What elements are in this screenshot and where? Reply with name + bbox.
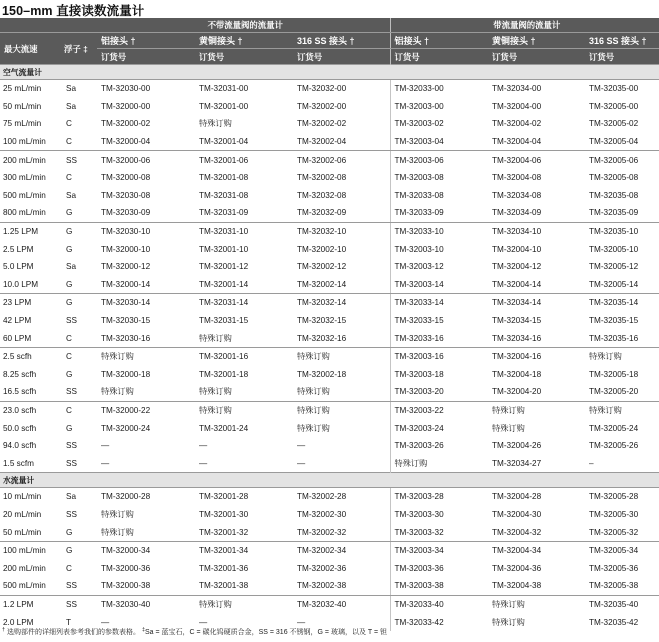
- cell-brass-valve: TM-32004-28: [492, 492, 542, 502]
- cell-aluminum-valve: TM-32003-36: [394, 563, 444, 573]
- table-body: [0, 65, 659, 631]
- cell-max-flow: 1.25 LPM: [3, 227, 39, 237]
- table-row: [0, 312, 659, 330]
- cell-float: SS: [66, 441, 77, 451]
- cell-float: G: [66, 369, 73, 379]
- cell-aluminum-valve: TM-32003-16: [394, 352, 444, 362]
- footnote: [2, 627, 387, 637]
- cell-ss316: TM-32032-08: [293, 187, 390, 205]
- table-row: [0, 347, 659, 365]
- double-dagger-mark: ‡: [141, 627, 146, 633]
- cell-brass-valve: TM-32004-06: [492, 155, 542, 165]
- cell-ss316-valve: TM-32005-12: [589, 262, 639, 272]
- header-float: 浮子 ‡: [60, 33, 97, 65]
- cell-aluminum: TM-32000-38: [97, 577, 195, 595]
- cell-float: Sa: [66, 190, 77, 200]
- cell-ss316: TM-32032-00: [293, 80, 390, 98]
- cell-ss316: —: [293, 454, 390, 472]
- cell-max-flow: 2.0 LPM: [3, 617, 34, 627]
- cell-aluminum: TM-32030-10: [101, 227, 151, 237]
- cell-float: C: [60, 133, 97, 151]
- cell-float: SS: [66, 599, 77, 609]
- cell-ss316: TM-32032-14: [293, 294, 390, 312]
- cell-ss316-valve: TM-32005-34: [589, 546, 639, 556]
- cell-brass: TM-32031-08: [199, 190, 249, 200]
- table-row: [0, 151, 659, 169]
- footnote-text-1: 选购部件的详细列表参考我们的参数表格。: [5, 629, 142, 636]
- cell-ss316-valve: TM-32005-18: [589, 369, 639, 379]
- cell-aluminum: —: [101, 441, 110, 451]
- header-aluminum-1: 铝接头 †: [97, 33, 195, 49]
- cell-aluminum: TM-32000-00: [101, 101, 151, 111]
- cell-brass-valve: TM-32004-16: [492, 352, 542, 362]
- cell-brass-valve: TM-32004-38: [488, 577, 585, 595]
- header-order-no: 订货号: [195, 49, 293, 65]
- cell-aluminum-valve: TM-32003-08: [394, 173, 444, 183]
- cell-aluminum: TM-32000-18: [101, 369, 151, 379]
- cell-float: Sa: [66, 84, 77, 94]
- section-label: 空气流量计: [0, 65, 659, 80]
- cell-brass: TM-32001-30: [199, 509, 249, 519]
- table-row: [0, 488, 659, 506]
- cell-brass: TM-32001-12: [199, 262, 249, 272]
- cell-ss316-valve: TM-32035-14: [589, 298, 639, 308]
- cell-brass-valve: TM-32004-26: [492, 441, 542, 451]
- header-max-flow: 最大流速: [0, 33, 60, 65]
- cell-aluminum: TM-32000-10: [101, 244, 151, 254]
- cell-float: C: [66, 352, 72, 362]
- cell-max-flow: 300 mL/min: [3, 173, 46, 183]
- cell-aluminum: TM-32030-15: [101, 316, 151, 326]
- cell-max-flow: 10.0 LPM: [0, 276, 60, 294]
- page-title: 150–mm 直接读数流量计: [2, 4, 145, 18]
- cell-brass: TM-32001-36: [199, 563, 249, 573]
- cell-max-flow: 200 mL/min: [3, 563, 46, 573]
- cell-brass-valve: TM-32004-12: [492, 262, 542, 272]
- cell-aluminum: TM-32030-08: [101, 190, 151, 200]
- cell-ss316-valve: TM-32035-15: [589, 316, 639, 326]
- table-row: [0, 98, 659, 116]
- table-row: [0, 169, 659, 187]
- cell-ss316-valve: TM-32005-04: [585, 133, 659, 151]
- cell-float: C: [66, 405, 72, 415]
- cell-float: Sa: [66, 492, 77, 502]
- cell-aluminum-valve: TM-32003-10: [394, 244, 444, 254]
- cell-max-flow: 23 LPM: [3, 298, 32, 308]
- cell-brass-valve: TM-32004-02: [492, 119, 542, 129]
- cell-aluminum-valve: TM-32003-00: [394, 101, 444, 111]
- header-order-no: 订货号: [390, 49, 488, 65]
- cell-aluminum-valve: TM-32033-08: [394, 190, 444, 200]
- cell-brass-valve: TM-32004-36: [492, 563, 542, 573]
- cell-aluminum-valve: TM-32033-16: [390, 329, 488, 347]
- cell-ss316: TM-32002-12: [293, 258, 390, 276]
- table-row: [0, 204, 659, 222]
- cell-aluminum-valve: TM-32033-40: [394, 599, 444, 609]
- cell-ss316-valve: TM-32005-06: [589, 155, 639, 165]
- section-row: [0, 473, 659, 488]
- table-row: [0, 559, 659, 577]
- cell-brass: TM-32031-10: [199, 227, 249, 237]
- cell-ss316: TM-32002-28: [293, 488, 390, 506]
- cell-aluminum-valve: TM-32033-09: [390, 204, 488, 222]
- cell-aluminum-valve: TM-32003-30: [394, 509, 444, 519]
- cell-max-flow: 1.2 LPM: [3, 599, 34, 609]
- cell-ss316: TM-32002-00: [293, 98, 390, 116]
- cell-brass-valve: TM-32034-27: [492, 458, 542, 468]
- cell-float: G: [66, 244, 73, 254]
- cell-aluminum: TM-32030-40: [101, 599, 151, 609]
- cell-ss316: TM-32002-34: [293, 541, 390, 559]
- cell-brass-valve: TM-32034-16: [488, 329, 585, 347]
- cell-brass-valve: 特殊订购: [492, 599, 525, 609]
- cell-float: SS: [66, 316, 77, 326]
- cell-brass: TM-32001-28: [199, 492, 249, 502]
- cell-brass-valve: TM-32004-04: [488, 133, 585, 151]
- cell-ss316-valve: TM-32005-24: [589, 423, 639, 433]
- cell-max-flow: 23.0 scfh: [3, 405, 37, 415]
- table-row: [0, 419, 659, 437]
- cell-ss316: TM-32032-40: [293, 595, 390, 613]
- cell-brass-valve: TM-32034-08: [492, 190, 542, 200]
- cell-ss316-valve: TM-32005-20: [585, 383, 659, 401]
- table-row: [0, 523, 659, 541]
- cell-ss316-valve: TM-32035-10: [589, 227, 639, 237]
- cell-aluminum: 特殊订购: [97, 523, 195, 541]
- cell-aluminum-valve: 特殊订购: [394, 458, 428, 468]
- cell-aluminum-valve: TM-32003-22: [394, 405, 444, 415]
- cell-float: G: [60, 276, 97, 294]
- cell-aluminum-valve: TM-32003-02: [394, 119, 444, 129]
- cell-ss316-valve: TM-32035-09: [585, 204, 659, 222]
- cell-max-flow: 10 mL/min: [3, 492, 42, 502]
- flowmeter-table: [0, 18, 659, 631]
- cell-aluminum-valve: TM-32003-14: [390, 276, 488, 294]
- section-label: 水流量计: [0, 473, 659, 488]
- cell-aluminum: TM-32000-28: [101, 492, 151, 502]
- group-with-valve: 带流量阀的流量计: [390, 18, 659, 33]
- table-row: [0, 506, 659, 524]
- cell-aluminum-valve: TM-32003-20: [390, 383, 488, 401]
- table-row: [0, 222, 659, 240]
- cell-aluminum-valve: TM-32033-00: [394, 84, 444, 94]
- cell-brass-valve: TM-32004-34: [492, 546, 542, 556]
- header-brass-1: 黄铜接头 †: [195, 33, 293, 49]
- cell-ss316: TM-32002-36: [293, 559, 390, 577]
- cell-aluminum: 特殊订购: [101, 509, 134, 519]
- cell-brass: 特殊订购: [195, 383, 293, 401]
- section-row: [0, 65, 659, 80]
- cell-ss316-valve: TM-32005-32: [585, 523, 659, 541]
- header-order-no: 订货号: [97, 49, 195, 65]
- cell-max-flow: 1.5 scfm: [3, 458, 34, 468]
- cell-ss316-valve: 特殊订购: [589, 405, 622, 415]
- table-row: [0, 294, 659, 312]
- cell-ss316-valve: TM-32005-36: [589, 563, 639, 573]
- cell-ss316-valve: TM-32005-10: [589, 244, 639, 254]
- cell-brass-valve: TM-32004-00: [492, 101, 542, 111]
- cell-float: SS: [66, 509, 77, 519]
- cell-aluminum: —: [101, 458, 110, 468]
- cell-max-flow: 50 mL/min: [0, 523, 60, 541]
- header-blank: [0, 18, 97, 33]
- cell-aluminum-valve: TM-32003-34: [394, 546, 444, 556]
- table-row: [0, 276, 659, 294]
- cell-aluminum-valve: TM-32003-18: [394, 369, 444, 379]
- cell-brass: 特殊订购: [195, 329, 293, 347]
- table-row: [0, 577, 659, 595]
- cell-aluminum: TM-32000-36: [101, 563, 151, 573]
- cell-aluminum: TM-32000-06: [101, 155, 151, 165]
- table-row: [0, 187, 659, 205]
- cell-brass: TM-32001-14: [195, 276, 293, 294]
- cell-brass-valve: TM-32034-15: [492, 316, 542, 326]
- cell-brass-valve: 特殊订购: [492, 405, 525, 415]
- table-row: [0, 541, 659, 559]
- cell-brass: TM-32031-14: [199, 298, 249, 308]
- table-row: [0, 133, 659, 151]
- cell-ss316-valve: –: [589, 458, 594, 468]
- cell-max-flow: 8.25 scfh: [3, 369, 37, 379]
- cell-ss316: TM-32002-06: [293, 151, 390, 169]
- cell-aluminum: TM-32030-09: [97, 204, 195, 222]
- cell-float: G: [60, 204, 97, 222]
- cell-max-flow: 2.5 LPM: [3, 244, 34, 254]
- cell-aluminum-valve: TM-32003-24: [394, 423, 444, 433]
- cell-brass-valve: TM-32004-08: [492, 173, 542, 183]
- cell-max-flow: 50.0 scfh: [3, 423, 37, 433]
- cell-float: SS: [60, 383, 97, 401]
- cell-aluminum-valve: TM-32033-10: [394, 227, 444, 237]
- cell-float: C: [66, 563, 72, 573]
- cell-max-flow: 500 mL/min: [3, 190, 46, 200]
- cell-float: G: [66, 227, 73, 237]
- cell-ss316: TM-32002-18: [293, 366, 390, 384]
- footnote-text-2: Sa = 蓝宝石，C = 碳化钨硬质合金，SS = 316 不锈钢，G = 玻璃，以及 T = 钽: [145, 629, 388, 636]
- cell-aluminum: 特殊订购: [101, 352, 134, 362]
- cell-brass-valve: TM-32004-18: [492, 369, 542, 379]
- table-row: [0, 115, 659, 133]
- cell-ss316-valve: TM-32035-08: [589, 190, 639, 200]
- cell-ss316-valve: TM-32005-08: [589, 173, 639, 183]
- cell-ss316-valve: TM-32035-42: [589, 617, 639, 627]
- cell-aluminum-valve: TM-32003-12: [394, 262, 444, 272]
- cell-brass-valve: TM-32004-32: [488, 523, 585, 541]
- cell-aluminum-valve: TM-32003-32: [390, 523, 488, 541]
- cell-ss316-valve: TM-32005-30: [589, 509, 639, 519]
- header-order-no: 订货号: [293, 49, 390, 65]
- cell-max-flow: 25 mL/min: [3, 84, 42, 94]
- cell-max-flow: 42 LPM: [3, 316, 32, 326]
- cell-brass: TM-32031-00: [199, 84, 249, 94]
- table-row: [0, 258, 659, 276]
- cell-brass-valve: TM-32004-20: [488, 383, 585, 401]
- cell-max-flow: 500 mL/min: [0, 577, 60, 595]
- cell-ss316: —: [293, 437, 390, 455]
- cell-max-flow: 16.5 scfh: [0, 383, 60, 401]
- cell-aluminum: TM-32030-16: [97, 329, 195, 347]
- cell-brass-valve: TM-32034-00: [492, 84, 542, 94]
- cell-aluminum: TM-32000-34: [101, 546, 151, 556]
- dagger-mark: †: [2, 627, 6, 633]
- cell-brass: 特殊订购: [199, 599, 232, 609]
- table-row: [0, 329, 659, 347]
- cell-brass: TM-32001-00: [199, 101, 249, 111]
- cell-ss316: TM-32002-10: [293, 240, 390, 258]
- cell-aluminum-valve: TM-32003-26: [394, 441, 444, 451]
- cell-brass: TM-32031-09: [195, 204, 293, 222]
- header-order-no: 订货号: [488, 49, 585, 65]
- cell-ss316-valve: TM-32005-28: [589, 492, 639, 502]
- cell-brass-valve: TM-32004-10: [492, 244, 542, 254]
- cell-max-flow: 94.0 scfh: [3, 441, 37, 451]
- cell-float: C: [60, 329, 97, 347]
- cell-ss316: 特殊订购: [293, 383, 390, 401]
- cell-brass-valve: 特殊订购: [492, 617, 525, 627]
- cell-ss316: TM-32032-15: [293, 312, 390, 330]
- header-ss316-1: 316 SS 接头 †: [293, 33, 390, 49]
- cell-brass-valve: TM-32034-10: [492, 227, 542, 237]
- cell-brass-valve: 特殊订购: [492, 423, 525, 433]
- cell-ss316-valve: 特殊订购: [589, 352, 622, 362]
- cell-brass: —: [199, 458, 208, 468]
- cell-ss316: TM-32002-08: [293, 169, 390, 187]
- cell-ss316: TM-32002-04: [293, 133, 390, 151]
- cell-max-flow: 20 mL/min: [3, 509, 42, 519]
- cell-aluminum-valve: TM-32003-06: [394, 155, 444, 165]
- cell-brass: TM-32001-32: [195, 523, 293, 541]
- cell-aluminum: TM-32030-14: [101, 298, 151, 308]
- cell-aluminum: TM-32000-14: [97, 276, 195, 294]
- cell-brass: 特殊订购: [199, 405, 232, 415]
- cell-aluminum: TM-32000-24: [101, 423, 151, 433]
- cell-float: C: [66, 119, 72, 129]
- cell-max-flow: 100 mL/min: [0, 133, 60, 151]
- cell-max-flow: 800 mL/min: [0, 204, 60, 222]
- cell-brass-valve: TM-32034-14: [492, 298, 542, 308]
- cell-aluminum-valve: TM-32033-42: [394, 617, 444, 627]
- cell-aluminum-valve: TM-32003-28: [394, 492, 444, 502]
- cell-aluminum: 特殊订购: [97, 383, 195, 401]
- cell-ss316-valve: TM-32035-16: [585, 329, 659, 347]
- cell-max-flow: 2.5 scfh: [3, 352, 32, 362]
- cell-brass: TM-32001-38: [195, 577, 293, 595]
- cell-brass-valve: TM-32034-09: [488, 204, 585, 222]
- cell-brass-valve: TM-32004-30: [492, 509, 542, 519]
- cell-brass: 特殊订购: [199, 119, 232, 129]
- cell-max-flow: 50 mL/min: [3, 101, 42, 111]
- cell-brass: TM-32031-15: [199, 316, 249, 326]
- cell-brass: —: [199, 441, 208, 451]
- cell-brass: TM-32001-10: [199, 244, 249, 254]
- table-header: [0, 18, 659, 65]
- cell-max-flow: 100 mL/min: [3, 546, 46, 556]
- cell-float: SS: [60, 577, 97, 595]
- cell-ss316: TM-32032-09: [293, 204, 390, 222]
- cell-ss316: 特殊订购: [293, 401, 390, 419]
- header-ss316-2: 316 SS 接头 †: [585, 33, 659, 49]
- table-row: [0, 240, 659, 258]
- cell-brass: —: [199, 617, 208, 627]
- cell-aluminum-valve: TM-32033-14: [394, 298, 444, 308]
- cell-brass: TM-32001-18: [199, 369, 249, 379]
- cell-brass: TM-32001-08: [199, 173, 249, 183]
- cell-max-flow: 200 mL/min: [3, 155, 46, 165]
- cell-ss316: 特殊订购: [293, 419, 390, 437]
- table-row: [0, 366, 659, 384]
- cell-float: G: [60, 523, 97, 541]
- cell-float: SS: [66, 458, 77, 468]
- cell-ss316: —: [293, 613, 390, 631]
- table-row: [0, 80, 659, 98]
- cell-ss316: TM-32002-38: [293, 577, 390, 595]
- cell-ss316: TM-32002-14: [293, 276, 390, 294]
- cell-ss316-valve: TM-32035-00: [589, 84, 639, 94]
- cell-aluminum: TM-32000-22: [101, 405, 151, 415]
- table-row: [0, 383, 659, 401]
- header-aluminum-2: 铝接头 †: [390, 33, 488, 49]
- cell-aluminum: —: [101, 617, 110, 627]
- cell-ss316-valve: TM-32035-40: [589, 599, 639, 609]
- cell-ss316: 特殊订购: [293, 347, 390, 365]
- cell-float: C: [66, 173, 72, 183]
- header-order-no: 订货号: [585, 49, 659, 65]
- cell-ss316: TM-32032-10: [293, 222, 390, 240]
- cell-brass: TM-32001-34: [199, 546, 249, 556]
- cell-aluminum: TM-32000-12: [101, 262, 151, 272]
- cell-brass-valve: TM-32004-14: [488, 276, 585, 294]
- cell-brass: TM-32001-16: [199, 352, 249, 362]
- cell-float: SS: [66, 155, 77, 165]
- cell-aluminum: TM-32000-08: [101, 173, 151, 183]
- cell-aluminum-valve: TM-32033-15: [394, 316, 444, 326]
- cell-max-flow: 5.0 LPM: [3, 262, 34, 272]
- cell-float: Sa: [66, 262, 77, 272]
- cell-ss316-valve: TM-32005-00: [589, 101, 639, 111]
- cell-aluminum-valve: TM-32003-04: [390, 133, 488, 151]
- cell-brass: TM-32001-24: [199, 423, 249, 433]
- group-without-valve: 不带流量阀的流量计: [97, 18, 390, 33]
- cell-float: T: [66, 617, 72, 627]
- cell-float: G: [66, 423, 73, 433]
- table-row: [0, 401, 659, 419]
- cell-aluminum: TM-32000-02: [101, 119, 151, 129]
- cell-aluminum: TM-32030-00: [101, 84, 151, 94]
- table-row: [0, 595, 659, 613]
- cell-ss316: TM-32002-02: [293, 115, 390, 133]
- cell-ss316: TM-32002-30: [293, 506, 390, 524]
- cell-aluminum-valve: TM-32003-38: [390, 577, 488, 595]
- cell-ss316-valve: TM-32005-38: [585, 577, 659, 595]
- cell-max-flow: 75 mL/min: [3, 119, 42, 129]
- cell-aluminum: TM-32000-04: [97, 133, 195, 151]
- cell-max-flow: 60 LPM: [0, 329, 60, 347]
- cell-ss316-valve: TM-32005-26: [589, 441, 639, 451]
- cell-float: Sa: [66, 101, 77, 111]
- cell-float: G: [66, 546, 73, 556]
- header-brass-2: 黄铜接头 †: [488, 33, 585, 49]
- cell-brass: TM-32001-06: [199, 155, 249, 165]
- cell-brass: TM-32001-04: [195, 133, 293, 151]
- cell-ss316: TM-32002-32: [293, 523, 390, 541]
- table-row: [0, 454, 659, 472]
- table-row: [0, 437, 659, 455]
- cell-ss316: TM-32032-16: [293, 329, 390, 347]
- cell-ss316-valve: TM-32005-02: [589, 119, 639, 129]
- cell-ss316-valve: TM-32005-14: [585, 276, 659, 294]
- cell-float: G: [66, 298, 73, 308]
